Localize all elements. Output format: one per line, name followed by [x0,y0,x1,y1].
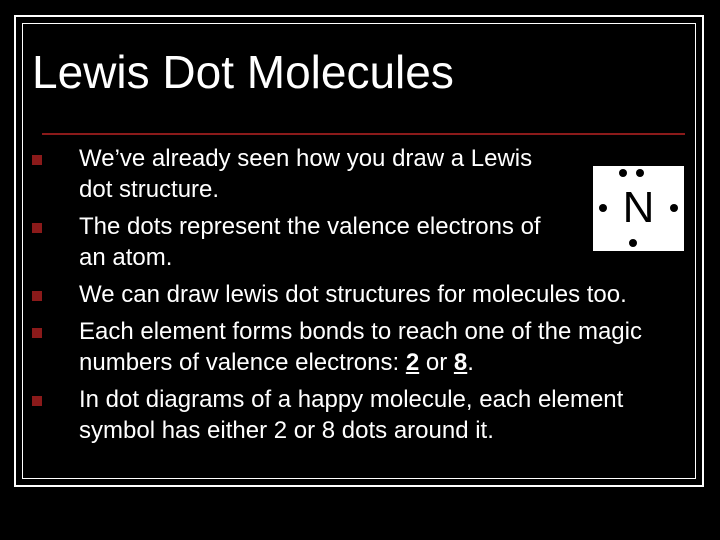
electron-dot [670,204,678,212]
bullet-text: We’ve already seen how you draw a Lewis dot structure. [79,145,533,203]
bullet-item [30,279,690,310]
electron-dot [629,239,637,247]
bullet-item [30,211,690,273]
title-divider [42,133,685,135]
lewis-dot-nitrogen-figure [593,166,684,251]
electron-dot [619,169,627,177]
bullet-item [30,316,690,378]
bullet-text: The dots represent the valence electrons of an atom. [79,213,541,271]
bullet-square-icon [32,291,42,301]
magic-number-2: 2 [405,349,420,376]
bullet-item [30,143,690,205]
bullet-item [30,384,690,446]
element-symbol: N [622,183,655,232]
bullet-square-icon [32,155,42,165]
bullet-square-icon [32,396,42,406]
bullet-text [79,318,642,376]
magic-period: . [467,349,474,376]
magic-or: or [419,349,454,376]
slide-title: Lewis Dot Molecules [32,46,454,98]
bullet-square-icon [32,328,42,338]
bullet-text: We can draw lewis dot structures for molecules too. [79,281,627,308]
bullet-text-part: Each element forms bonds to reach one of the magic numbers of valence electrons: [79,318,642,376]
electron-dot [599,204,607,212]
bullet-square-icon [32,223,42,233]
electron-dot [636,169,644,177]
magic-number-8: 8 [453,349,468,376]
bullet-text: In dot diagrams of a happy molecule, each element symbol has either 2 or 8 dots around it. [79,386,624,444]
bullet-list [30,143,690,452]
